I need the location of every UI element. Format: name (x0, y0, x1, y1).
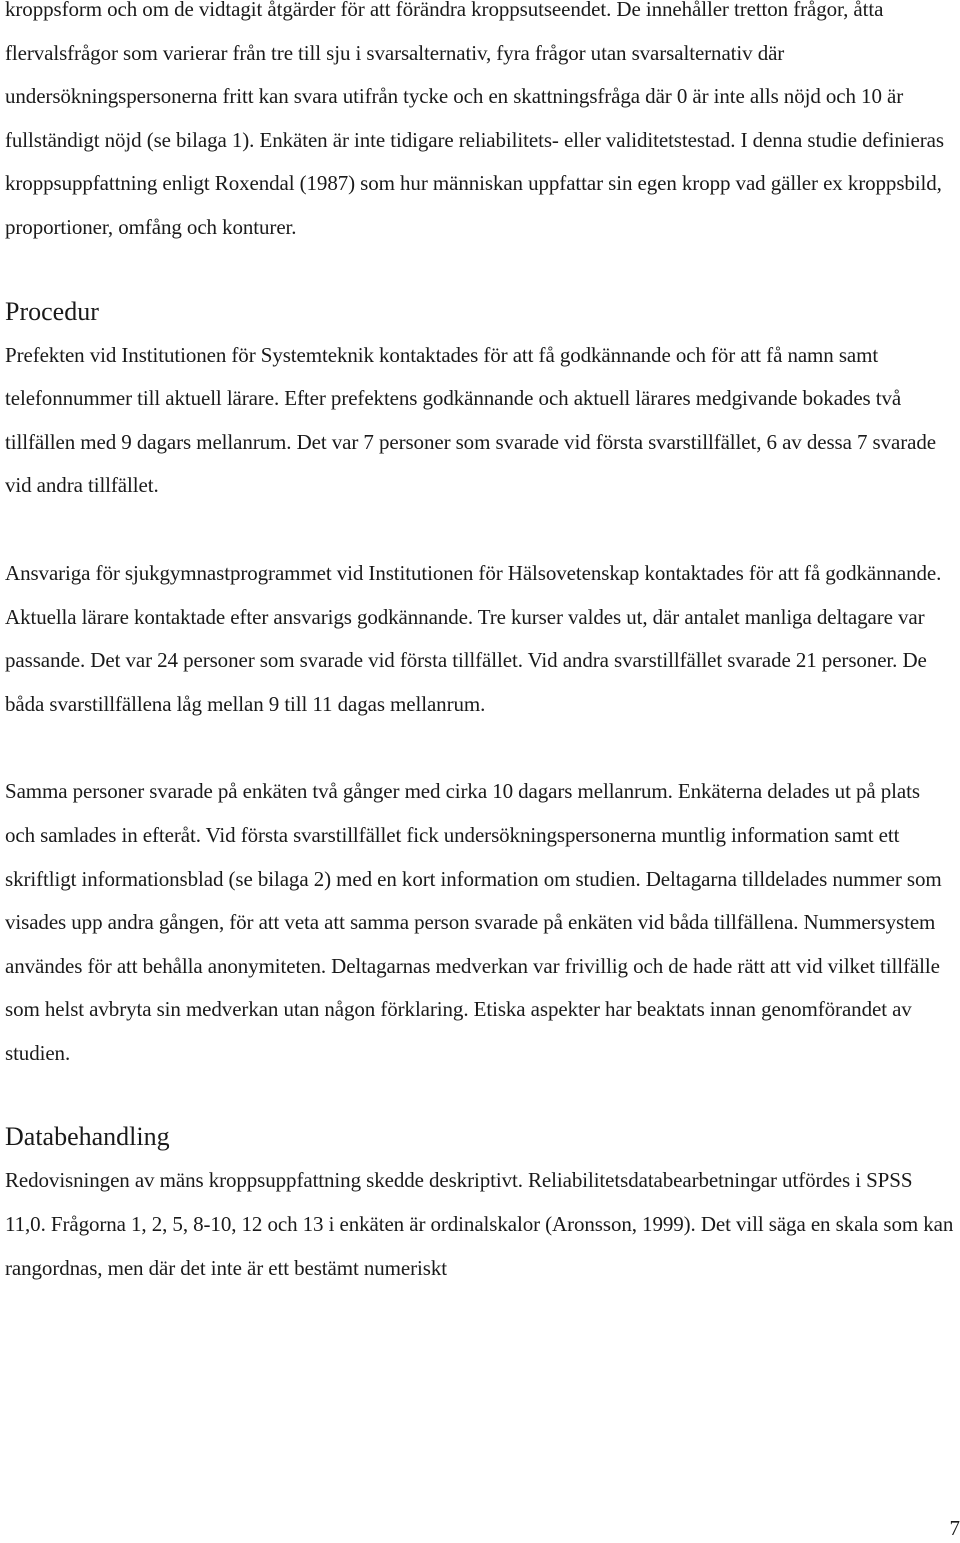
paragraph-method-questionnaire: kroppsform och om de vidtagit åtgärder för att förändra kroppsutseendet. De innehåller tretton frågor, åtta flervalsfrågor som varierar från tre till sju i svarsalternativ, fyra frågor utan svarsalternativ där undersökningspersonerna fritt kan svara utifrån tycke och en skattningsfråga där 0 är inte alls nöjd och 10 är fullständigt nöjd (se bilaga 1). Enkäten är inte tidigare reliabilitets- eller validitetstestad. I denna studie definieras kroppsuppfattning enligt Roxendal (1987) som hur människan uppfattar sin egen kropp vad gäller ex kroppsbild, proportioner, omfång och konturer. (5, 0, 944, 239)
paragraph-procedur-enkat: Samma personer svarade på enkäten två gånger med cirka 10 dagars mellanrum. Enkäterna delades ut på plats och samlades in efteråt. Vid första svarstillfället fick undersökningspersonerna muntlig information samt ett skriftligt informationsblad (se bilaga 2) med en kort information om studien. Deltagarna tilldelades nummer som visades upp andra gången, för att veta att samma person svarade på enkäten vid båda tillfällena. Nummersystem användes för att behålla anonymiteten. Deltagarnas medverkan var frivillig och de hade rätt att vid vilket tillfälle som helst avbryta sin medverkan utan någon förklaring. Etiska aspekter har beaktats innan genomförandet av studien. (5, 779, 942, 1065)
paragraph-databehandling: Redovisningen av mäns kroppsuppfattning skedde deskriptivt. Reliabilitetsdatabearbetningar utfördes i SPSS 11,0. Frågorna 1, 2, 5, 8-10, 12 och 13 i enkäten är ordinalskalor (Aronsson, 1999). Det vill säga en skala som kan rangordnas, men där det inte är ett bestämt numeriskt (5, 1168, 954, 1280)
paragraph-spacer (5, 508, 955, 552)
page-number: 7 (949, 1516, 960, 1540)
paragraph-procedur-systemteknik: Prefekten vid Institutionen för Systemteknik kontaktades för att få godkännande och för att få namn samt telefonnummer till aktuell lärare. Efter prefektens godkännande och aktuell lärares medgivande bokades två tillfällen med 9 dagars mellanrum. Det var 7 personer som svarade vid första svarstillfället, 6 av dessa 7 svarade vid andra tillfället. (5, 342, 936, 498)
heading-databehandling: Databehandling (5, 1122, 170, 1152)
document-page (5, 0, 955, 1290)
heading-procedur: Procedur (5, 296, 99, 326)
paragraph-spacer (5, 726, 955, 770)
paragraph-procedur-halsovetenskap: Ansvariga för sjukgymnastprogrammet vid Institutionen för Hälsovetenskap kontaktades för att få godkännande. Aktuella lärare kontaktade efter ansvarigs godkännande. Tre kurser valdes ut, där antalet manliga deltagare var passande. Det var 24 personer som svarade vid första tillfället. Vid andra svarstillfället svarade 21 personer. De båda svarstillfällena låg mellan 9 till 11 dagas mellanrum. (5, 560, 942, 716)
